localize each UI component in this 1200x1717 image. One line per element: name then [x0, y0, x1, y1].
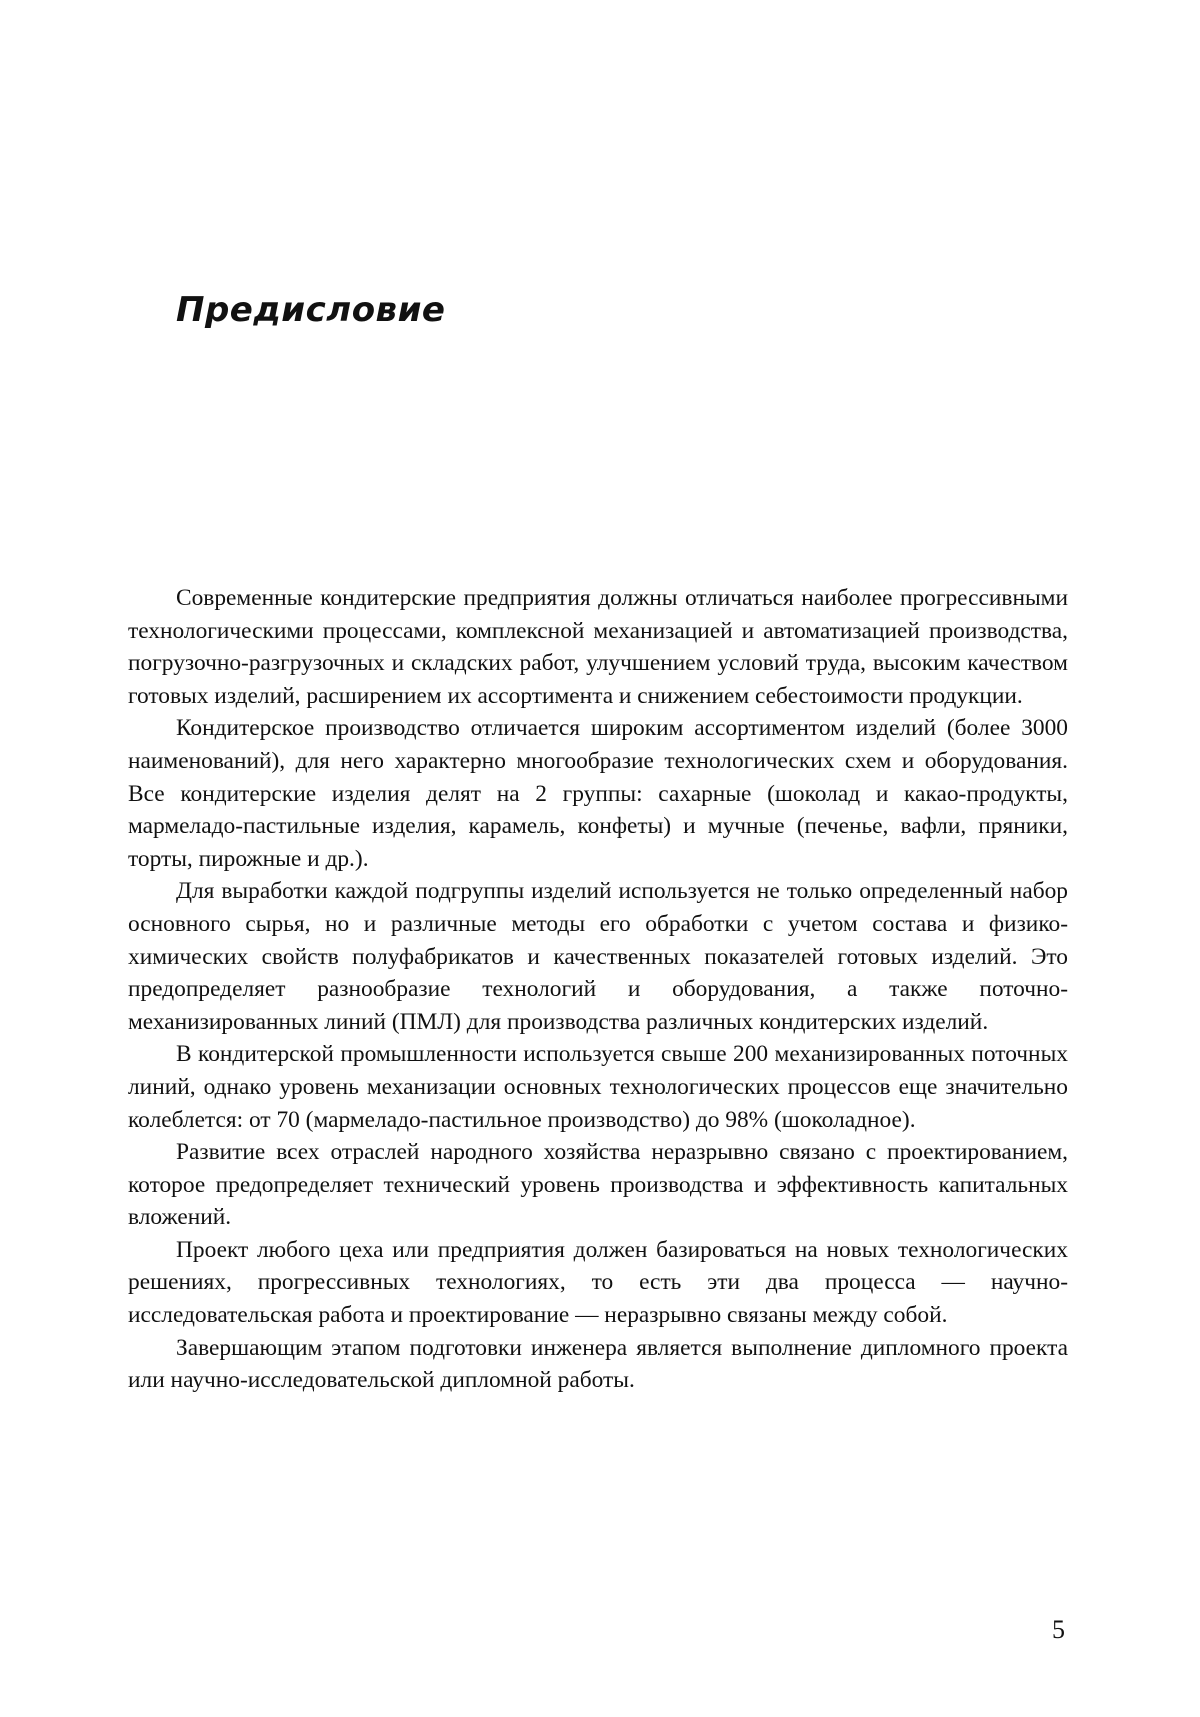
paragraph: Кондитерское производство отличается широким ассортиментом изделий (более 3000 наименований), для него характерно многообразие технологических схем и оборудования. Все кондитерские изделия делят на 2 группы: сахарные (шоколад и какао-продукты, мармеладо-пастильные изделия, карамель, конфеты) и мучные (печенье, вафли, пряники, торты, пирожные и др.).	[128, 715, 1068, 872]
paragraph: Развитие всех отраслей народного хозяйства неразрывно связано с проектированием, которое предопределяет технический уровень производства и эффективность капитальных вложений.	[128, 1139, 1068, 1231]
page-title: Предисловие	[176, 290, 446, 330]
paragraph: Проект любого цеха или предприятия должен базироваться на новых технологических решениях, прогрессивных технологиях, то есть эти два процесса — научно-исследовательская работа и проектирование — неразрывно связаны между собой.	[128, 1236, 1068, 1329]
paragraph: В кондитерской промышленности используется свыше 200 механизированных поточных линий, однако уровень механизации основных технологических процессов еще значительно колеблется: от 70 (мармеладо-пастильное производство) до 98% (шоколадное).	[128, 1041, 1068, 1133]
paragraph: Современные кондитерские предприятия должны отличаться наиболее прогрессивными технологическими процессами, комплексной механизацией и автоматизацией производства, погрузочно-разгрузочных и складских работ, улучшением условий труда, высоким качеством готовых изделий, расширением их ассортимента и снижением себестоимости продукции.	[128, 585, 1068, 709]
paragraph: Для выработки каждой подгруппы изделий используется не только определенный набор основного сырья, но и различные методы его обработки с учетом состава и физико-химических свойств полуфабрикатов и качественных показателей готовых изделий. Это предопределяет разнообразие технологий и оборудования, а также поточно-механизированных линий (ПМЛ) для производства различных кондитерских изделий.	[128, 878, 1068, 1035]
paragraph: Завершающим этапом подготовки инженера является выполнение дипломного проекта или научно-исследовательской дипломной работы.	[128, 1334, 1068, 1394]
page-number: 5	[1052, 1615, 1065, 1644]
preface-body	[128, 582, 1068, 1397]
